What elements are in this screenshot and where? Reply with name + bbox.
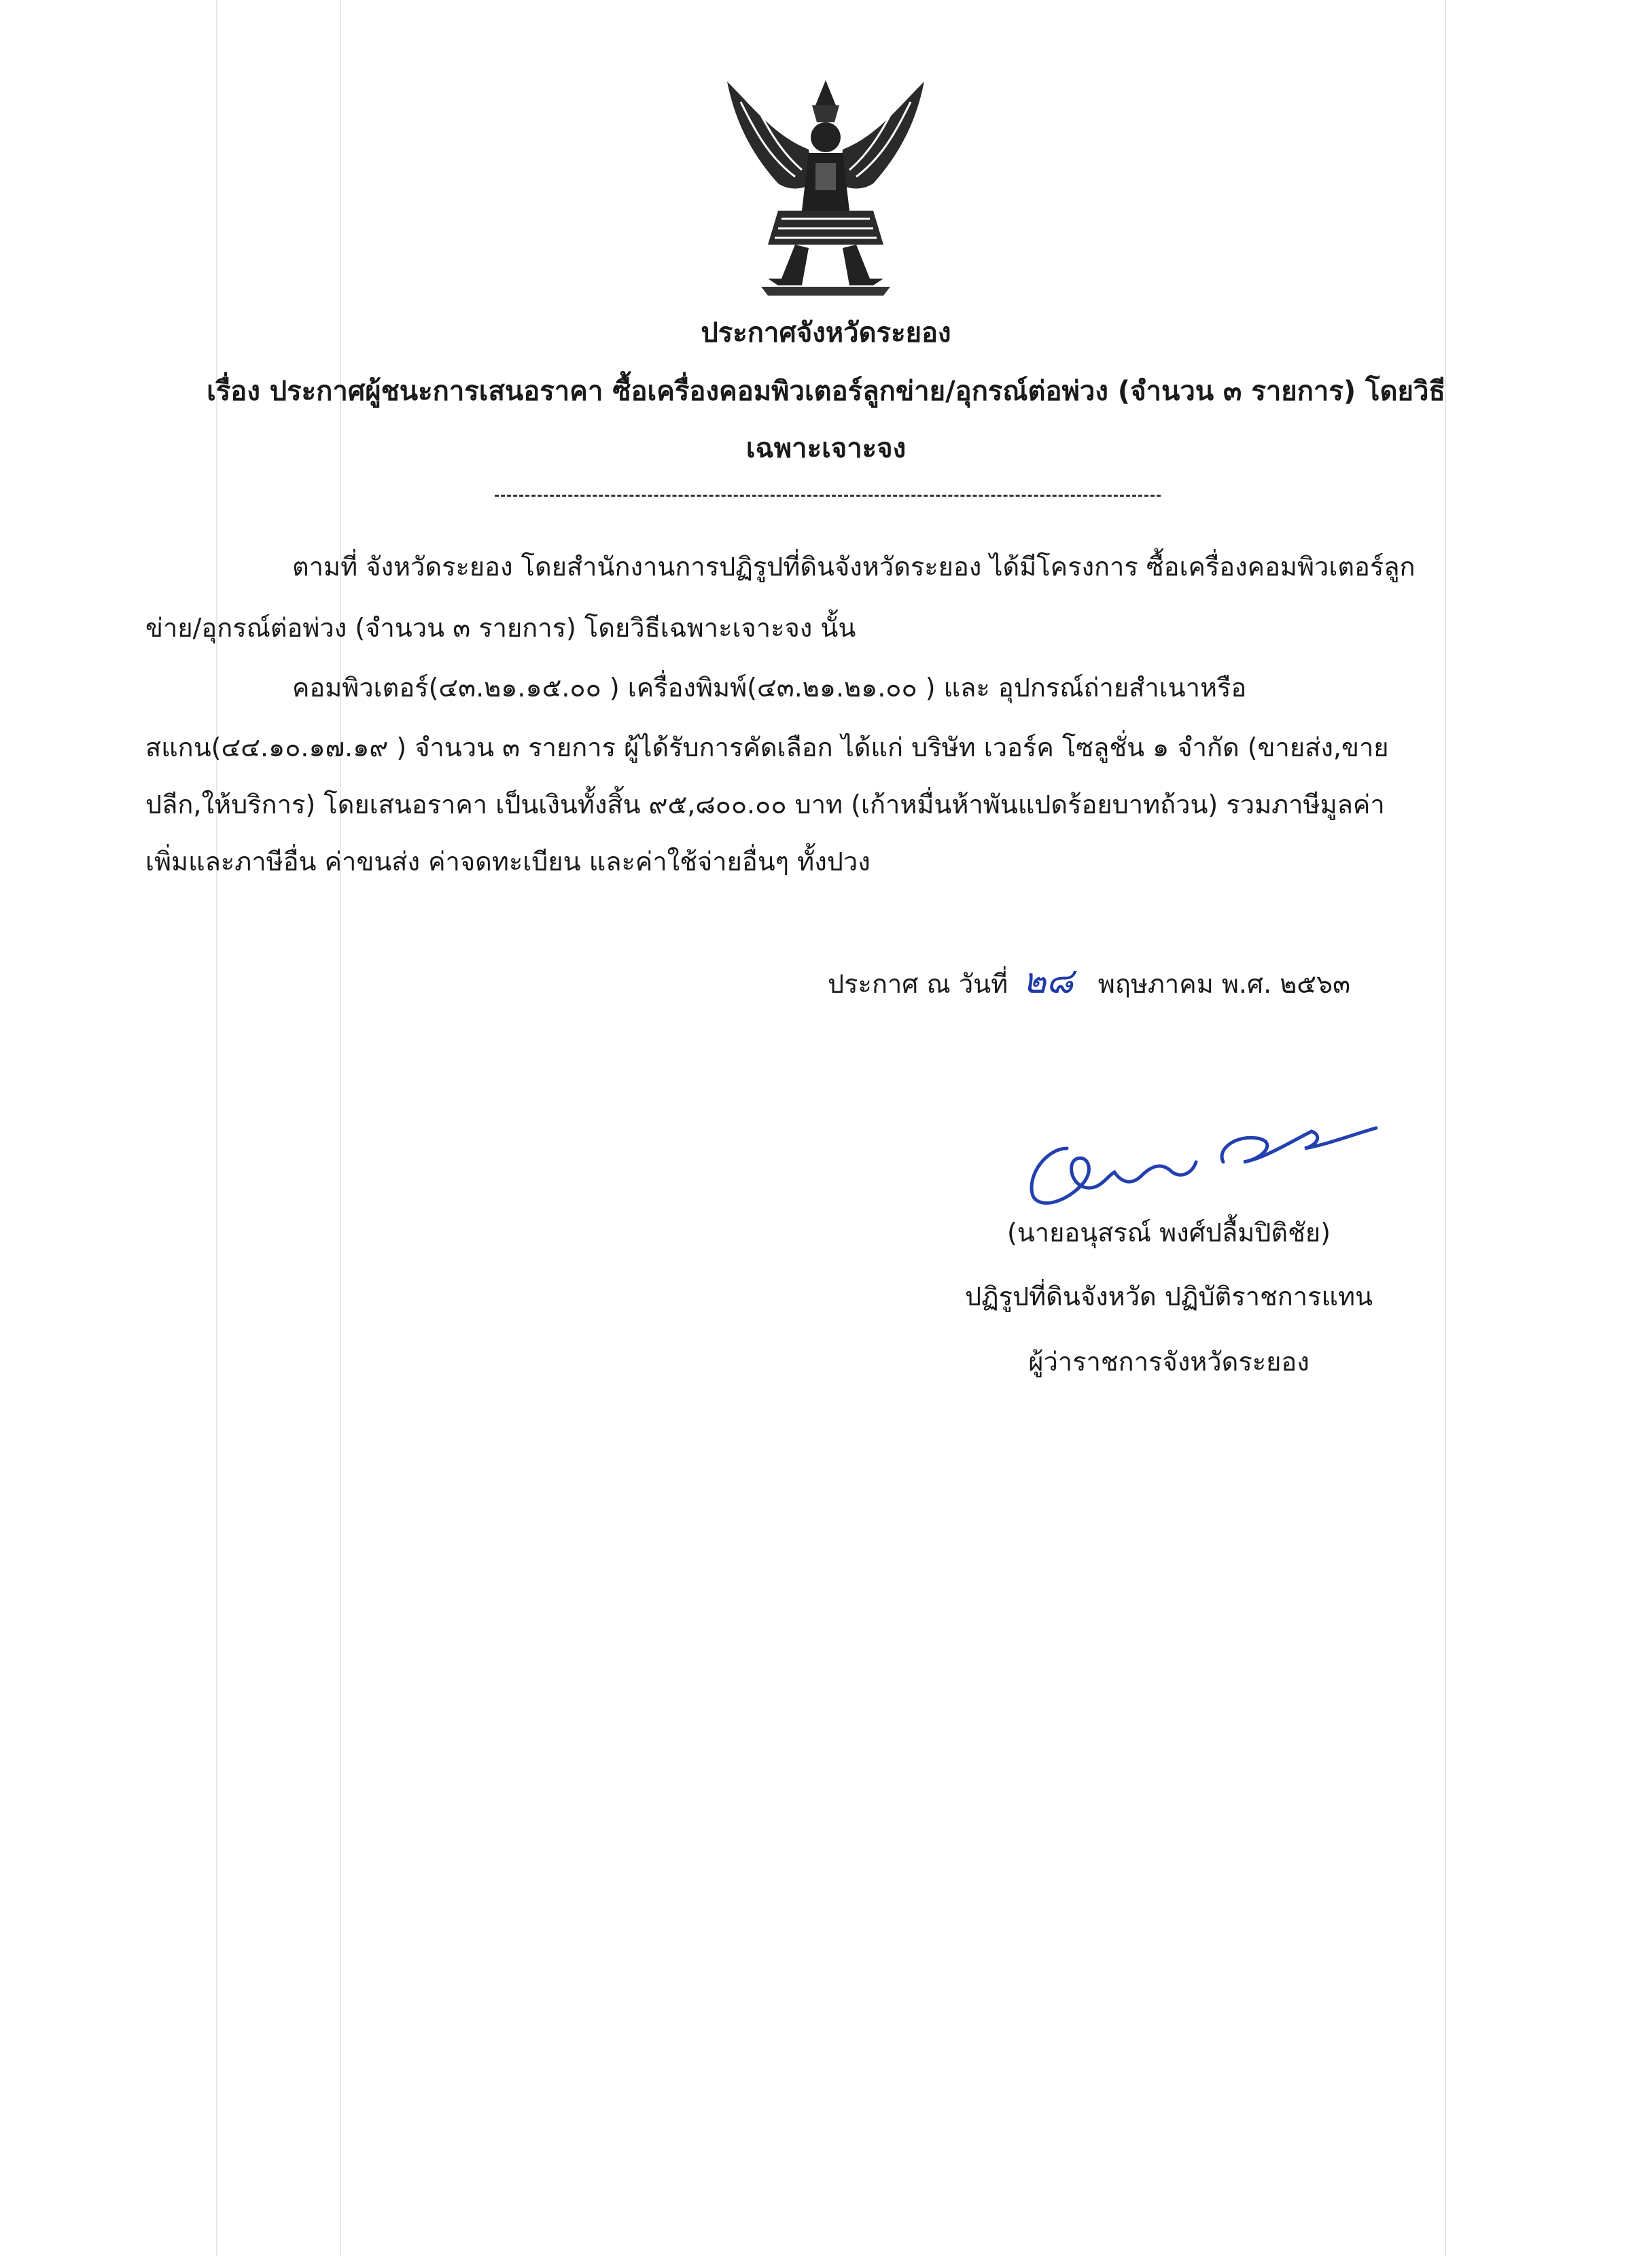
body-paragraph-line: ตามที่ จังหวัดระยอง โดยสำนักงานการปฏิรูปที่ดินจังหวัดระยอง ได้มีโครงการ ซื้อเครื่องคอมพิวเตอร์ลูก <box>292 552 1416 582</box>
body-paragraph-line: คอมพิวเตอร์(๔๓.๒๑.๑๕.๐๐ ) เครื่องพิมพ์(๔๓.๒๑.๒๑.๐๐ ) และ อุปกรณ์ถ่ายสำเนาหรือ <box>292 673 1247 703</box>
signatory-name: (นายอนุสรณ์ พงศ์ปลื้มปิติชัย) <box>1006 1218 1331 1248</box>
subject-line: เรื่อง ประกาศผู้ชนะการเสนอราคา ซื้อเครื่องคอมพิวเตอร์ลูกข่าย/อุกรณ์ต่อพ่วง (จำนวน ๓ รายการ) โดยวิธี <box>207 376 1445 407</box>
date-prefix: ประกาศ ณ วันที่ <box>828 969 1008 999</box>
signatory-position-acting: ผู้ว่าราชการจังหวัดระยอง <box>1028 1347 1310 1377</box>
subject-line-continued: เฉพาะเจาะจง <box>745 433 907 464</box>
date-month-year: พฤษภาคม พ.ศ. ๒๕๖๓ <box>1097 969 1351 999</box>
announcement-date <box>828 962 1350 1003</box>
body-paragraph-line: เพิ่มและภาษีอื่น ค่าขนส่ง ค่าจดทะเบียน และค่าใช้จ่ายอื่นๆ ทั้งปวง <box>145 847 871 877</box>
body-paragraph-line: ปลีก,ให้บริการ) โดยเสนอราคา เป็นเงินทั้งสิ้น ๙๕,๘๐๐.๐๐ บาท (เก้าหมื่นห้าพันแปดร้อยบาทถ้วน) รวมภาษีมูลค่า <box>145 790 1385 819</box>
dashed-separator <box>495 495 1161 497</box>
announcement-title: ประกาศจังหวัดระยอง <box>701 317 951 349</box>
body-paragraph-line: สแกน(๔๔.๑๐.๑๗.๑๙ ) จำนวน ๓ รายการ ผู้ได้รับการคัดเลือก ได้แก่ บริษัท เวอร์ค โซลูชั่น ๑ จำกัด (ขายส่ง,ขาย <box>145 733 1389 762</box>
garuda-emblem-icon <box>714 75 938 299</box>
handwritten-day: ๒๘ <box>1023 961 1074 1002</box>
body-paragraph-line: ข่าย/อุกรณ์ต่อพ่วง (จำนวน ๓ รายการ) โดยวิธีเฉพาะเจาะจง นั้น <box>145 613 856 643</box>
signatory-position: ปฏิรูปที่ดินจังหวัด ปฏิบัติราชการแทน <box>964 1282 1373 1311</box>
handwritten-signature-icon <box>1019 1108 1386 1216</box>
